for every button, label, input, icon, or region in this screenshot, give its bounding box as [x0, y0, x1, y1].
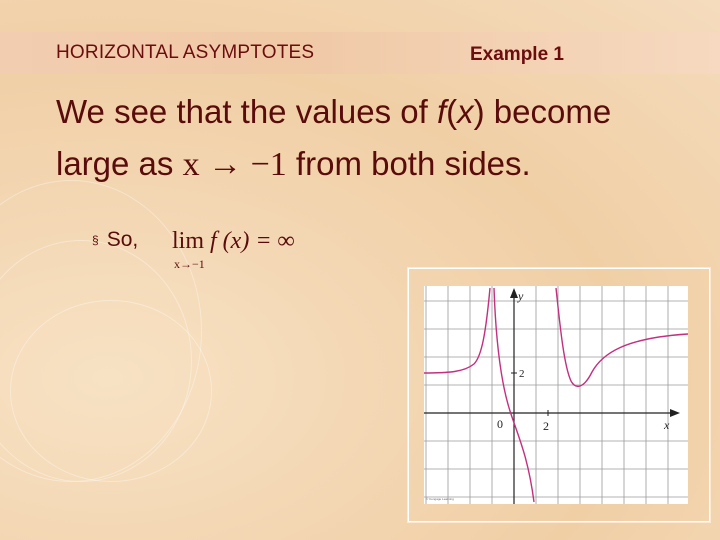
bullet-item: [92, 228, 138, 252]
y-tick-label: 2: [519, 368, 525, 380]
bullet-icon: §: [92, 233, 99, 248]
x-axis-arrow-icon: [670, 409, 680, 417]
example-label: Example 1: [470, 44, 564, 65]
graph-figure: [424, 286, 688, 504]
line2-pre: large as: [56, 145, 183, 182]
lim-word: lim: [172, 228, 205, 254]
function-f: f: [436, 93, 447, 130]
variable-x: x: [457, 93, 474, 130]
line2-post: from both sides.: [286, 145, 531, 182]
line1-pre: We see that the values of: [56, 93, 437, 130]
main-statement: [56, 86, 696, 191]
decor-swirl: [10, 300, 212, 482]
copyright-text: © Cengage Learning: [426, 497, 454, 501]
y-axis-label: y: [518, 289, 524, 303]
approach-expression: x → −1: [182, 146, 287, 183]
origin-label: 0: [497, 417, 503, 431]
limit-body: f (x) = ∞: [210, 228, 295, 254]
paren-open: (: [446, 93, 458, 130]
section-title: HORIZONTAL ASYMPTOTES: [56, 42, 315, 63]
graph-svg: [424, 286, 688, 504]
function-curve: [424, 288, 688, 502]
bullet-label: So,: [106, 228, 139, 251]
grid: [424, 286, 688, 504]
limit-subscript: x→−1: [174, 257, 205, 271]
line1-post: become: [484, 93, 612, 130]
x-tick-label: 2: [543, 419, 549, 433]
x-axis-label: x: [664, 418, 670, 432]
y-axis-arrow-icon: [510, 288, 518, 298]
paren-close: ): [473, 93, 485, 130]
